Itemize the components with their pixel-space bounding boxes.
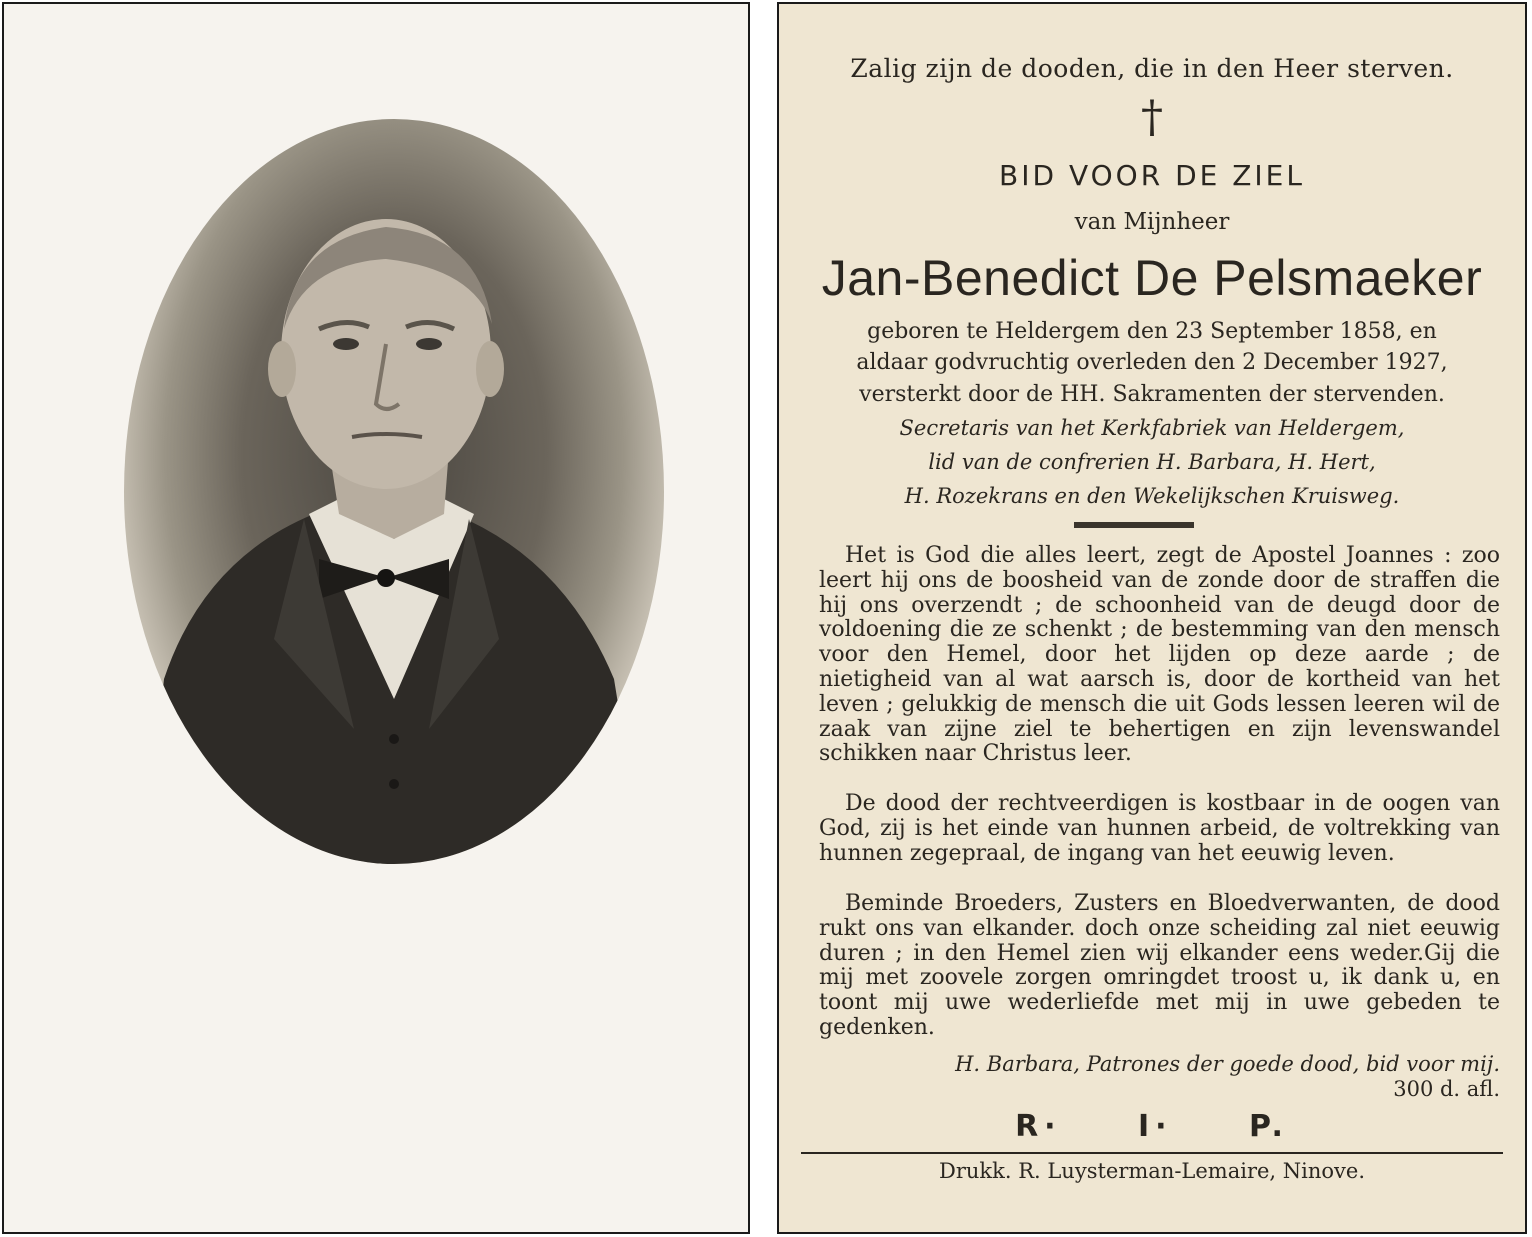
sacraments-line: versterkt door de HH. Sakramenten der stervenden.: [859, 382, 1445, 407]
paragraph-2: De dood der rechtveerdigen is kostbaar in de oogen van God, zij is het einde van hunnen arbeid, de voltrekking van hunnen zegepraal, de ingang van het eeuwig leven.: [819, 791, 1500, 866]
cross-icon: †: [1141, 92, 1163, 143]
bottom-rule: [801, 1152, 1503, 1154]
printer-credit: Drukk. R. Luysterman-Lemaire, Ninove.: [939, 1159, 1365, 1183]
paragraph-3: Beminde Broeders, Zusters en Bloedverwanten, de dood rukt ons van elkander. doch onze scheiding zal niet eeuwig duren ; in den Hemel zien wij elkander eens weder.Gij die mij met zoovele zorgen omringdet troost u, ik dank u, en toont mij uwe wederliefde met mij in uwe gebeden te gedenken.: [819, 891, 1500, 1040]
birth-line: geboren te Heldergem den 23 September 1858, en: [867, 319, 1437, 344]
portrait-illustration: [124, 119, 664, 864]
rip: R· I· P.: [1015, 1109, 1289, 1144]
salutation: van Mijnheer: [1074, 209, 1230, 235]
deceased-name: Jan-Benedict De Pelsmaeker: [821, 250, 1483, 306]
function-line-3: H. Rozekrans en den Wekelijkschen Kruisweg.: [904, 484, 1400, 508]
heading: BID VOOR DE ZIEL: [999, 159, 1305, 192]
epigraph: Zalig zijn de dooden, die in den Heer sterven.: [850, 54, 1454, 83]
portrait-photo: [124, 119, 664, 864]
memorial-card-text-side: [777, 2, 1527, 1234]
memorial-card-photo-side: [2, 2, 750, 1234]
indulgence: 300 d. afl.: [1393, 1077, 1500, 1101]
function-line-2: lid van de confrerien H. Barbara, H. Hert,: [928, 450, 1376, 474]
function-line-1: Secretaris van het Kerkfabriek van Heldergem,: [899, 416, 1405, 440]
paragraph-1: Het is God die alles leert, zegt de Apostel Joannes : zoo leert hij ons de boosheid van de zonde door de straffen die hij ons overzendt ; de schoonheid van de deugd door de voldoening die ze schenkt ; de bestemming van den mensch voor den Hemel, door het lijden op deze aarde ; de nietigheid van al wat aarsch is, door de kortheid van het leven ; gelukkig de mensch die uit Gods lessen leeren wil de zaak van zijne ziel te behertigen en zijn levenswandel schikken naar Christus leer.: [819, 543, 1500, 767]
prayer-line: H. Barbara, Patrones der goede dood, bid voor mij.: [955, 1052, 1500, 1076]
death-line: aldaar godvruchtig overleden den 2 December 1927,: [856, 350, 1448, 375]
divider: [1074, 522, 1194, 528]
